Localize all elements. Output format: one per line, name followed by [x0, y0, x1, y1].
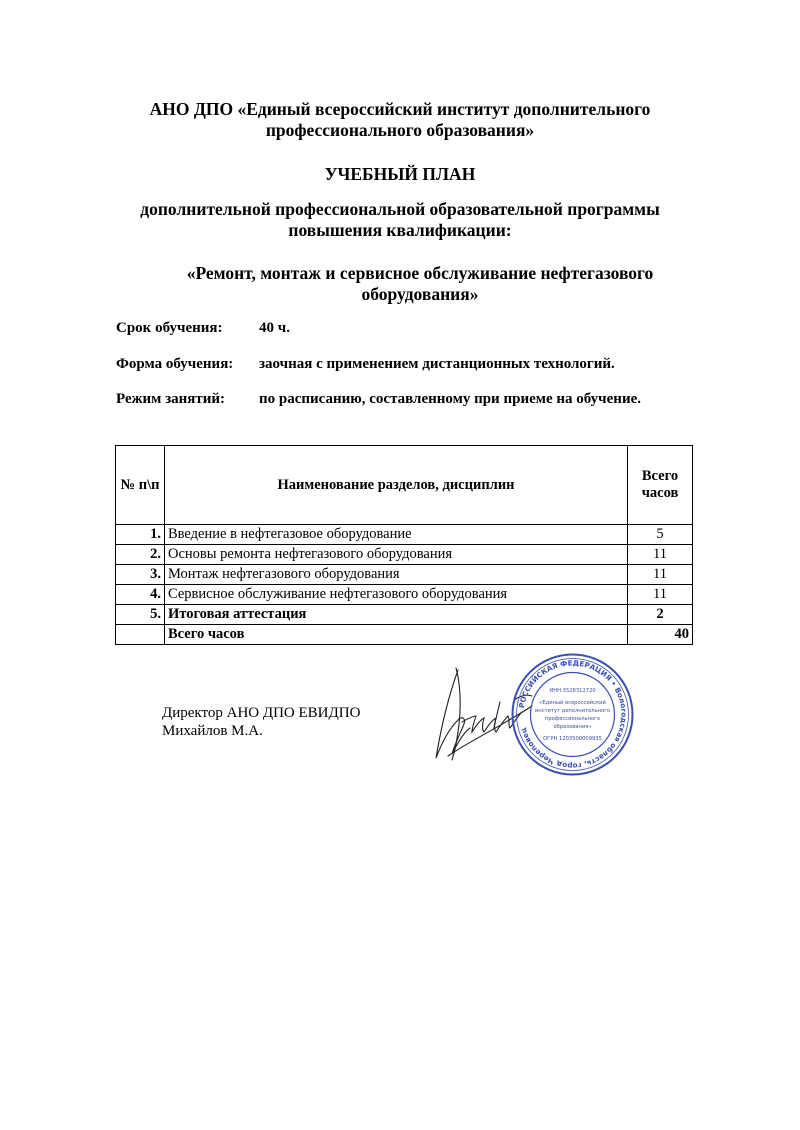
row-hours: 11	[628, 545, 693, 565]
form-value: заочная с применением дистанционных технологий.	[259, 356, 615, 372]
organization-seal	[510, 652, 635, 777]
table-row	[116, 585, 693, 605]
row-hours: 11	[628, 585, 693, 605]
svg-text:ОГРН 1203500009935: ОГРН 1203500009935	[543, 736, 602, 742]
row-hours: 11	[628, 565, 693, 585]
svg-text:«Единый всероссийский: «Единый всероссийский	[539, 700, 606, 706]
row-name: Итоговая аттестация	[165, 605, 628, 625]
total-number-cell	[116, 625, 165, 645]
signatory-position: Директор АНО ДПО ЕВИДПО	[162, 705, 361, 721]
row-number: 3.	[116, 565, 165, 585]
row-number: 5.	[116, 605, 165, 625]
form-label: Форма обучения:	[116, 356, 234, 372]
plan-title: УЧЕБНЫЙ ПЛАН	[324, 164, 476, 184]
table-total-row	[116, 625, 693, 645]
seal-inner-text	[535, 688, 610, 742]
svg-text:институт дополнительного: институт дополнительного	[534, 708, 611, 714]
table-row	[116, 565, 693, 585]
program-type: дополнительной профессиональной образовательной программы повышения квалификации:	[140, 199, 660, 240]
signatory-block	[162, 704, 360, 740]
svg-text:образования»: образования»	[553, 724, 592, 730]
signatory-name: Михайлов М.А.	[162, 723, 263, 739]
mode-value: по расписанию, составленному при приеме на обучение.	[259, 391, 641, 407]
row-hours: 2	[628, 605, 693, 625]
row-name: Монтаж нефтегазового оборудования	[165, 565, 628, 585]
row-number: 2.	[116, 545, 165, 565]
total-hours: 40	[628, 625, 693, 645]
row-name: Основы ремонта нефтегазового оборудования	[165, 545, 628, 565]
column-header-hours: Всего часов	[628, 446, 693, 525]
curriculum-table	[115, 445, 693, 645]
svg-text:профессионального: профессионального	[544, 716, 601, 722]
row-hours: 5	[628, 525, 693, 545]
column-header-number: № п\п	[116, 446, 165, 525]
table-row	[116, 525, 693, 545]
organization-title: АНО ДПО «Единый всероссийский институт дополнительного профессионального образования»	[149, 99, 651, 140]
row-name: Введение в нефтегазовое оборудование	[165, 525, 628, 545]
table-header-row	[116, 446, 693, 525]
row-name: Сервисное обслуживание нефтегазового оборудования	[165, 585, 628, 605]
svg-text:ИНН 3528312720: ИНН 3528312720	[549, 688, 596, 694]
column-header-name: Наименование разделов, дисциплин	[165, 446, 628, 525]
seal-outer-text: РОССИЙСКАЯ ФЕДЕРАЦИЯ • Вологодская область, город Череповец	[516, 658, 629, 771]
course-title: «Ремонт, монтаж и сервисное обслуживание нефтегазового оборудования»	[186, 263, 654, 304]
duration-value: 40 ч.	[259, 320, 290, 336]
total-label: Всего часов	[165, 625, 628, 645]
table-row	[116, 605, 693, 625]
duration-label: Срок обучения:	[116, 320, 223, 336]
table-row	[116, 545, 693, 565]
row-number: 4.	[116, 585, 165, 605]
mode-label: Режим занятий:	[116, 391, 226, 407]
row-number: 1.	[116, 525, 165, 545]
